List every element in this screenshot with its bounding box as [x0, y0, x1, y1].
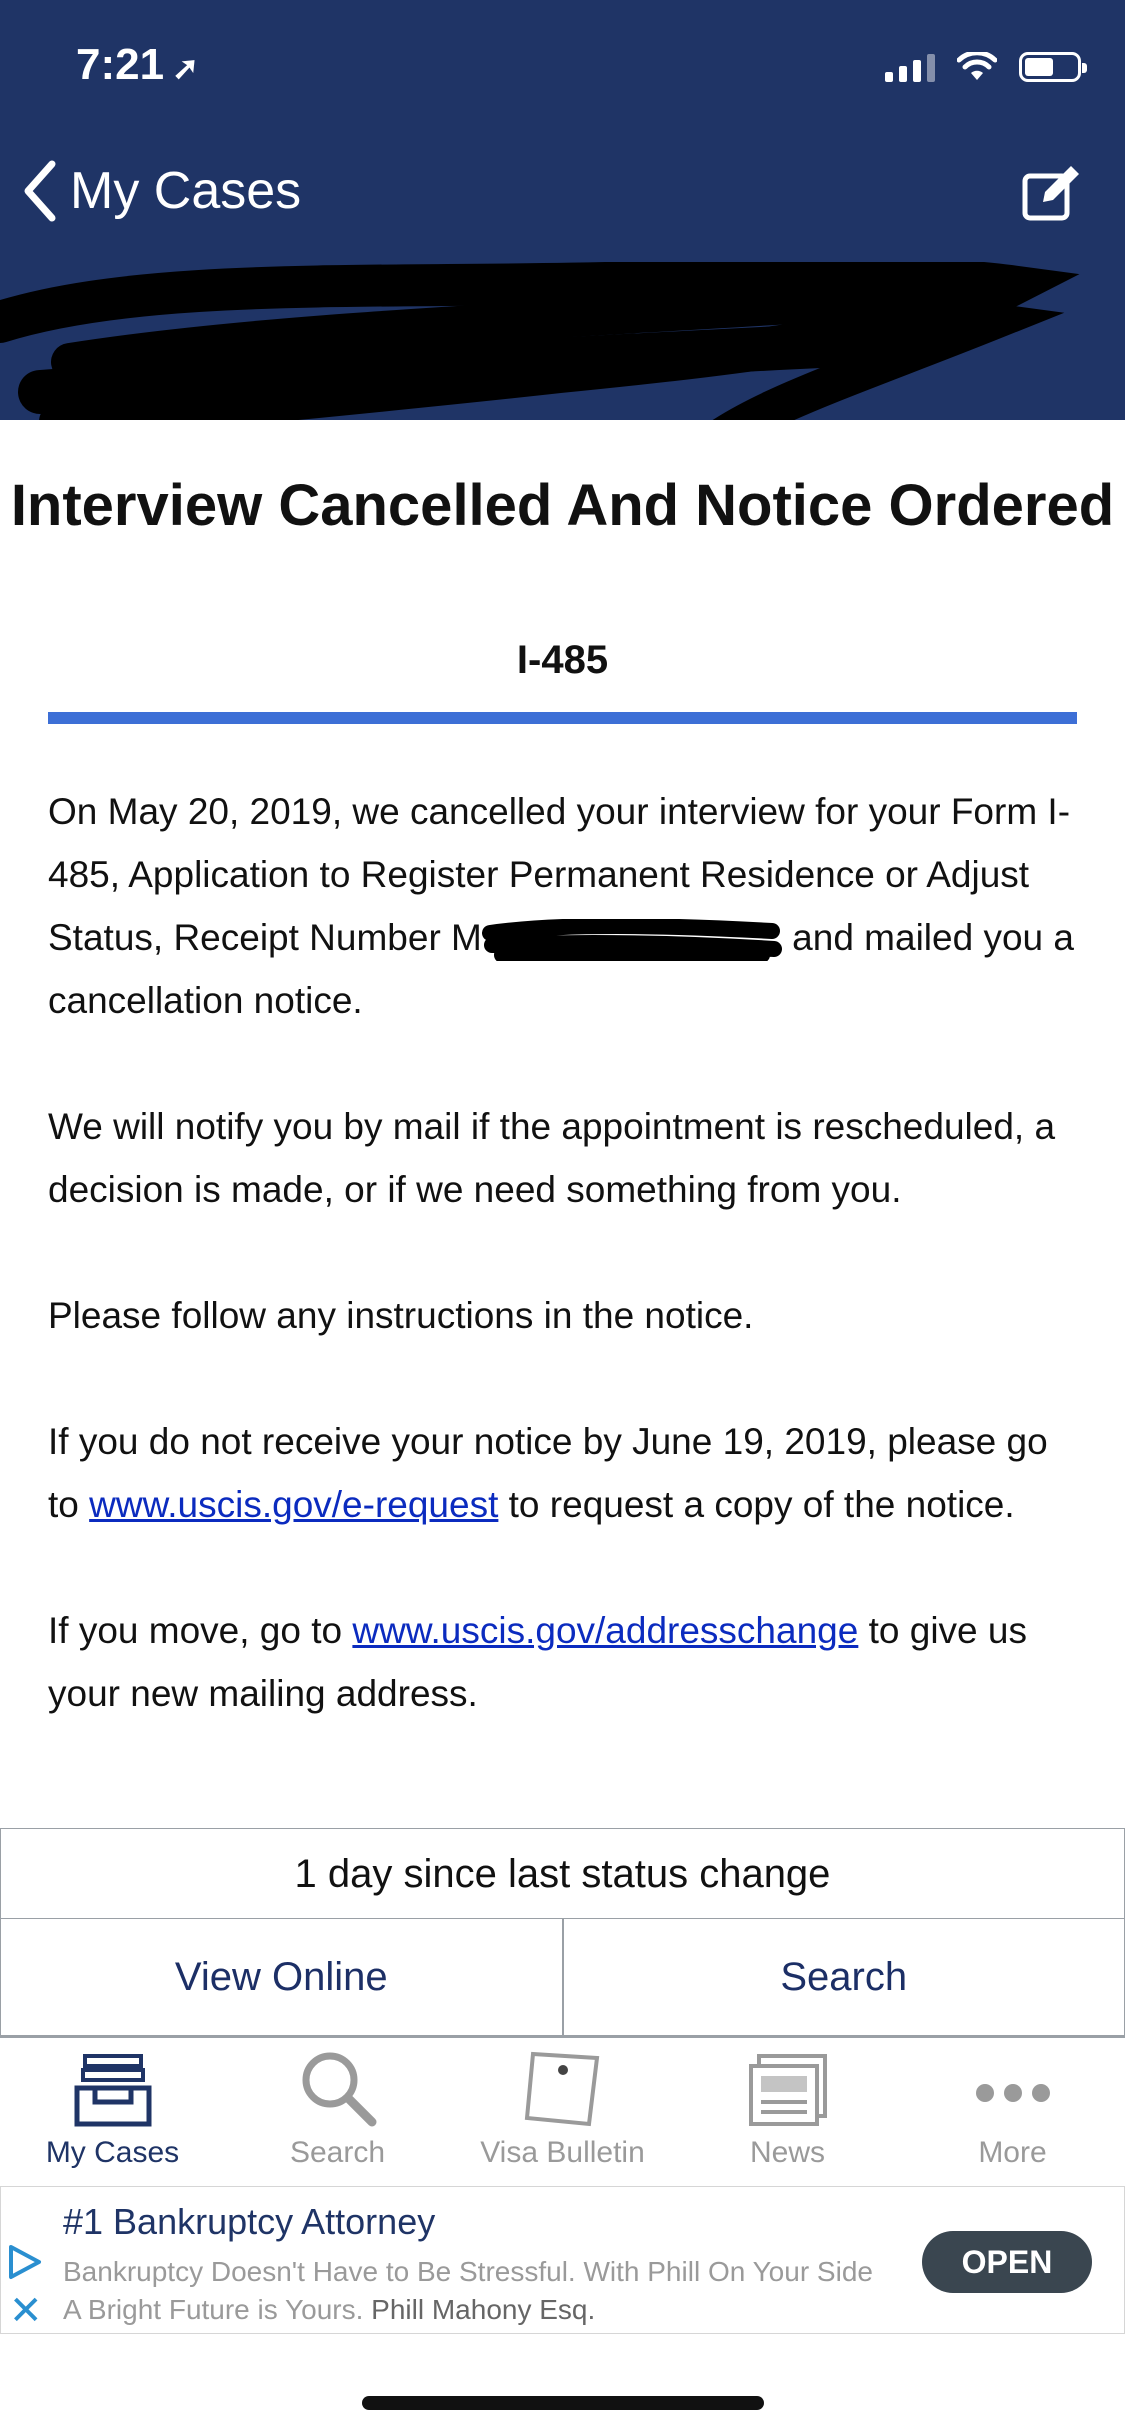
paragraph-5: [48, 1599, 1088, 1725]
paragraph-4-text-a: If you do not receive your notice by June 19, 2019, please go to: [48, 1421, 1048, 1525]
inbox-tray-icon: [73, 2052, 153, 2128]
chevron-left-icon: [22, 160, 58, 222]
ad-title: #1 Bankruptcy Attorney: [63, 2201, 436, 2242]
ad-open-button[interactable]: OPEN: [922, 2231, 1092, 2293]
form-number: I-485: [516, 638, 609, 682]
receipt-number-redaction: [482, 919, 782, 961]
paragraph-1-text-a: On May 20, 2019, we cancelled your interview for your Form I-485, Application to Register Permanent Residence or Adjust Status, Receipt Number M: [48, 791, 1071, 958]
status-time: [76, 40, 199, 90]
close-icon[interactable]: ✕: [9, 2289, 43, 2333]
search-button[interactable]: Search: [563, 1918, 1125, 2036]
tab-news[interactable]: [675, 2038, 900, 2186]
home-indicator[interactable]: [362, 2396, 764, 2410]
edit-button[interactable]: [1021, 164, 1081, 227]
wifi-icon: [957, 52, 997, 82]
tab-search-label: Search: [289, 2136, 386, 2169]
action-buttons: [0, 1918, 1125, 2038]
tab-bar: [0, 2038, 1125, 2186]
ad-banner[interactable]: [0, 2186, 1125, 2334]
status-change-banner: 1 day since last status change: [0, 1828, 1125, 1920]
tab-visa-bulletin-label: Visa Bulletin: [480, 2136, 645, 2169]
case-description: [48, 780, 1088, 1823]
ad-advertiser: Phill Mahony Esq.: [371, 2294, 596, 2325]
tab-my-cases[interactable]: [0, 2038, 225, 2186]
tab-visa-bulletin[interactable]: [450, 2038, 675, 2186]
status-icons: [885, 52, 1081, 82]
tab-more-label: More: [978, 2136, 1047, 2169]
ad-choices-icon[interactable]: [7, 2243, 43, 2281]
newspaper-icon: [747, 2052, 829, 2128]
paragraph-4: [48, 1410, 1088, 1536]
redaction-scribble: [0, 262, 1125, 420]
view-online-button[interactable]: View Online: [0, 1918, 563, 2036]
compose-icon: [1021, 164, 1081, 222]
paragraph-1: [48, 780, 1088, 1032]
tab-more[interactable]: [900, 2038, 1125, 2186]
tab-news-label: News: [749, 2136, 825, 2169]
case-status-title: Interview Cancelled And Notice Ordered: [10, 473, 1115, 538]
tab-search[interactable]: [225, 2038, 450, 2186]
ad-body: [63, 2253, 873, 2329]
paragraph-1-text-b: and mailed you a cancellation notice.: [48, 917, 1074, 1021]
paragraph-5-text-a: If you move, go to: [48, 1610, 353, 1651]
more-dots-icon: [973, 2058, 1053, 2128]
tab-my-cases-label: My Cases: [45, 2136, 180, 2169]
address-change-link[interactable]: www.uscis.gov/addresschange: [352, 1610, 859, 1651]
e-request-link[interactable]: www.uscis.gov/e-request: [89, 1484, 499, 1525]
back-button[interactable]: [22, 160, 301, 222]
ad-body-text: Bankruptcy Doesn't Have to Be Stressful. With Phill On Your Side A Bright Future is Yours.: [63, 2256, 873, 2325]
status-time-label: 7:21: [76, 40, 165, 89]
paragraph-4-text-b: to request a copy of the notice.: [498, 1484, 1015, 1525]
header-bar: [0, 0, 1125, 420]
bulletin-note-icon: [523, 2048, 603, 2128]
location-arrow-icon: ➚: [172, 50, 199, 86]
back-button-label: My Cases: [70, 162, 302, 220]
paragraph-3: Please follow any instructions in the notice.: [48, 1295, 754, 1336]
battery-icon: [1019, 52, 1081, 82]
paragraph-2: We will notify you by mail if the appointment is rescheduled, a decision is made, or if we need something from you.: [48, 1106, 1056, 1210]
title-divider: [48, 712, 1077, 724]
paragraph-5-text-b: to give us your new mailing address.: [48, 1610, 1027, 1714]
magnifier-icon: [298, 2048, 378, 2128]
cellular-signal-icon: [885, 52, 935, 82]
